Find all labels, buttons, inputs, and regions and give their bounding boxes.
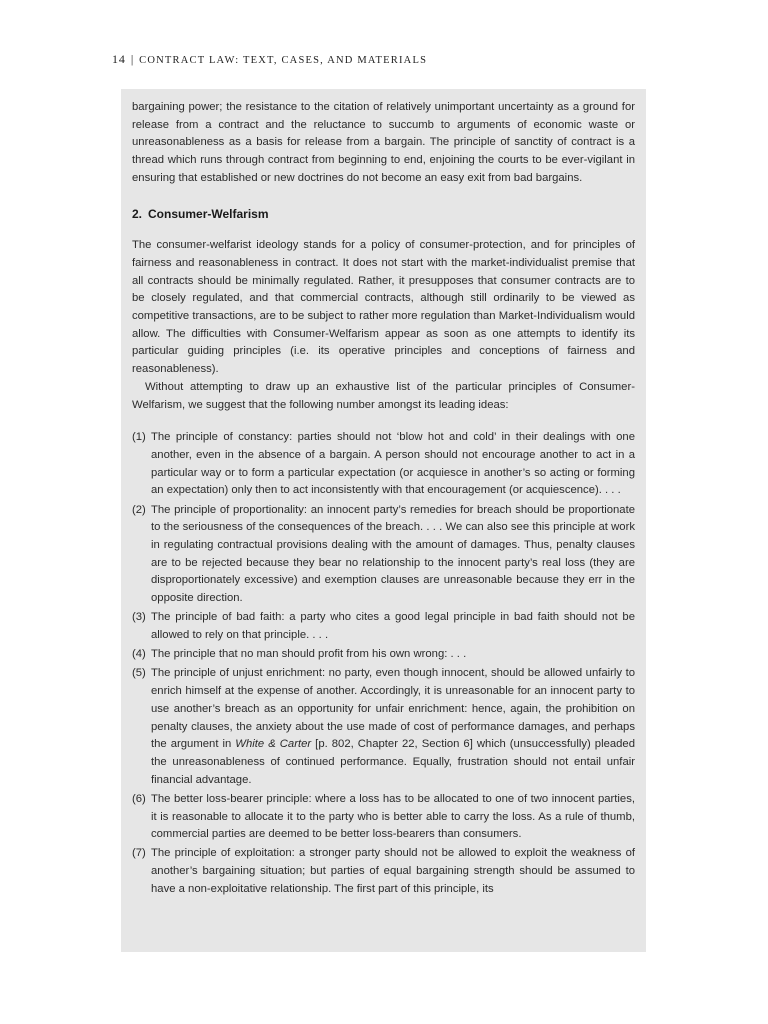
list-marker: (7) — [132, 847, 146, 860]
list-item-text: The better loss-bearer principle: where a loss has to be allocated to one of two innocent parties, it is reasonable to allocate it to the party who is better able to carry the loss. As a rule of thumb, commercial parties are deemed to be better loss-bearers than consumers. — [151, 792, 635, 841]
list-marker: (4) — [132, 648, 146, 661]
list-item-text: The principle of proportionality: an innocent party’s remedies for breach should be proportionate to the seriousness of the consequences of the breach. . . . We can also see this principle at work in regulating contractual provisions dealing with the amount of damages. Thus, penalty clauses are to be rejected because they bear no relationship to the innocent party’s real loss (they are disproportionately excessive) and exemption clauses are unreasonable because they err in the opposite direction. — [151, 503, 635, 605]
section-heading — [132, 206, 635, 224]
intro-paragraph: bargaining power; the resistance to the citation of relatively unimportant uncertainty as a ground for release from a contract and the reluctance to succumb to arguments of economic waste or unreasonableness as a basis for release from a bargain. The principle of sanctity of contract is a thread which runs through contract from beginning to end, enjoining the courts to be ever-vigilant in ensuring that established or new doctrines do not become an easy exit from bad bargains. — [132, 101, 635, 184]
book-title: CONTRACT LAW: TEXT, CASES, AND MATERIALS — [139, 55, 428, 66]
list-marker: (1) — [132, 431, 146, 444]
header-separator: | — [130, 52, 135, 66]
body-paragraph-2: Without attempting to draw up an exhaustive list of the particular principles of Consumer-Welfarism, we suggest that the following number amongst its leading ideas: — [132, 380, 635, 411]
section-number: 2. — [132, 206, 143, 221]
list-item-text-end: [p. 802, Chapter 22, Section 6] which (unsuccessfully) pleaded the unreasonableness of continued performance. Equally, frustration should not entail unfair financial advantage. — [151, 738, 635, 786]
page-number: 14 — [112, 52, 126, 66]
list-item — [132, 609, 635, 644]
running-head — [112, 52, 427, 67]
list-item — [132, 665, 635, 789]
list-item — [132, 502, 635, 608]
list-marker: (6) — [132, 792, 146, 805]
list-marker: (5) — [132, 667, 146, 680]
list-item-text: The principle of exploitation: a stronger party should not be allowed to exploit the weakness of another’s bargaining situation; but parties of equal bargaining strength should be assumed to have a non-exploitative relationship. The first part of this principle, its — [151, 847, 635, 895]
list-item — [132, 646, 635, 664]
list-item-text: The principle of bad faith: a party who cites a good legal principle in bad faith should not be allowed to rely on that principle. . . . — [151, 611, 635, 641]
list-marker: (2) — [132, 503, 146, 516]
case-name: White & Carter — [235, 738, 312, 751]
list-marker: (3) — [132, 611, 146, 624]
list-item-text: The principle of constancy: parties should not ‘blow hot and cold’ in their dealings with one another, even in the absence of a bargain. A person should not encourage another to act in a particular way or to form a particular expectation (or acquiesce in another’s so acting or forming an expectation) only then to act inconsistently with that encouragement (or acquiescence). . . . — [151, 431, 635, 497]
principles-list — [132, 429, 635, 898]
extract-panel — [121, 89, 646, 952]
list-item — [132, 429, 635, 500]
list-item-text-start: The principle of unjust enrichment: no party, even though innocent, should be allowed unfairly to enrich himself at the expense of another. Accordingly, it is unreasonable for an innocent party to use another’s breach as an opportunity for unfair enrichment: hence, again, the prohibition on penalty clauses, the anxiety about the use made of cost of performance damages, and perhaps the argument in — [151, 667, 635, 751]
list-item-text: The principle that no man should profit from his own wrong: . . . — [151, 648, 467, 661]
list-item — [132, 845, 635, 898]
list-item — [132, 791, 635, 844]
body-paragraph-1: The consumer-welfarist ideology stands for a policy of consumer-protection, and for principles of fairness and reasonableness in contract. It does not start with the market-individualist premise that all contracts should be minimally regulated. Rather, it presupposes that consumer contracts are to be closely regulated, and that commercial contracts, although still ordinarily to be viewed as competitive transactions, are to be subject to rather more regulation than Market-Individualism would allow. The difficulties with Consumer-Welfarism appear as soon as one attempts to identify its particular guiding principles (i.e. its operative principles and conceptions of fairness and reasonableness). — [132, 239, 635, 376]
section-title: Consumer-Welfarism — [148, 206, 269, 221]
